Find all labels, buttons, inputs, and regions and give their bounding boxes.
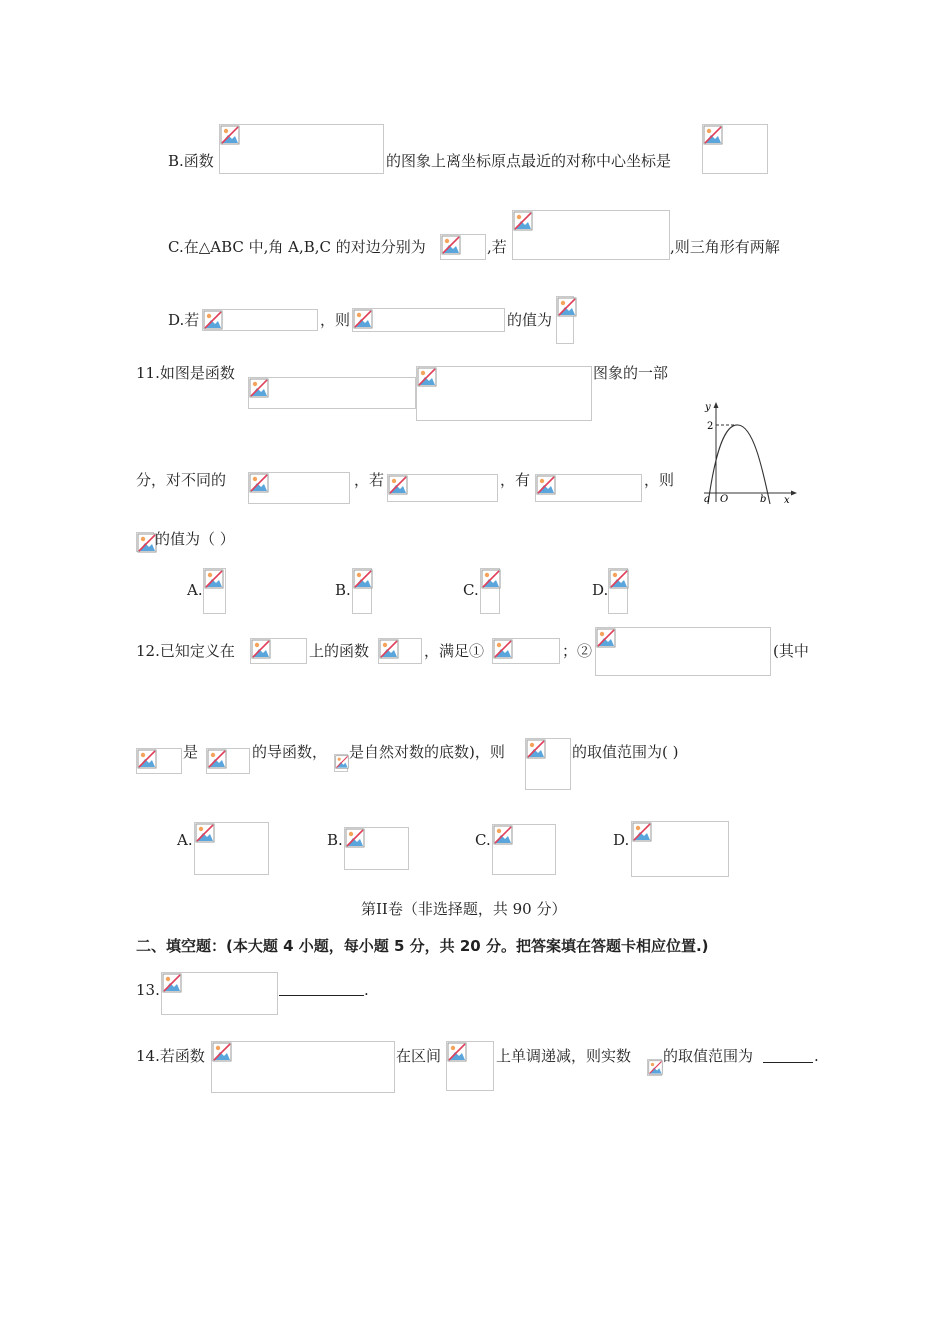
formula-image xyxy=(492,638,560,664)
q10-d-mid: ，则 xyxy=(320,311,351,329)
max-label: 2 xyxy=(707,421,714,432)
q11-line2-d: ，则 xyxy=(644,471,675,489)
q14-mid2: 上单调递减，则实数 xyxy=(496,1047,632,1065)
broken-image-icon xyxy=(609,569,629,589)
formula-image xyxy=(194,822,269,875)
q12-option-a: A. xyxy=(177,831,193,849)
formula-image xyxy=(206,748,250,774)
broken-image-icon xyxy=(513,211,533,231)
q12-mid2: ，满足① xyxy=(424,642,485,660)
q12-line2-b: 的导函数， xyxy=(252,743,328,761)
q10-c-mid: ,若 xyxy=(487,238,507,256)
q11-line3: 的值为（ ） xyxy=(155,530,235,548)
q10-b-prefix: B.函数 xyxy=(168,152,214,170)
broken-image-icon xyxy=(417,367,437,387)
y-axis-arrow xyxy=(714,402,719,408)
broken-image-icon xyxy=(557,297,577,317)
broken-image-icon xyxy=(207,749,227,769)
formula-image xyxy=(219,124,384,174)
formula-image xyxy=(480,568,500,614)
q11-line2-b: ，若 xyxy=(354,471,385,489)
q12-line2-d: 的取值范围为( ) xyxy=(572,743,679,761)
formula-image xyxy=(202,309,318,331)
formula-image xyxy=(136,532,154,552)
broken-image-icon xyxy=(212,1042,232,1062)
broken-image-icon xyxy=(493,639,513,659)
formula-image xyxy=(248,472,350,504)
formula-image xyxy=(344,827,409,870)
q10-d-prefix: D.若 xyxy=(168,311,200,329)
broken-image-icon xyxy=(335,755,349,769)
broken-image-icon xyxy=(481,569,501,589)
broken-image-icon xyxy=(379,639,399,659)
formula-image xyxy=(595,627,771,676)
q10-c-prefix: C.在△ABC 中,角 A,B,C 的对边分别为 xyxy=(168,238,426,256)
broken-image-icon xyxy=(388,475,408,495)
q14-mid3: 的取值范围为 xyxy=(663,1047,754,1065)
broken-image-icon xyxy=(441,235,461,255)
formula-image xyxy=(525,738,571,790)
q10-b-mid: 的图象上离坐标原点最近的对称中心坐标是 xyxy=(386,152,672,170)
q12-mid3: ；② xyxy=(562,642,593,660)
formula-image xyxy=(440,234,486,260)
q14-prefix: 14.若函数 xyxy=(136,1047,205,1065)
formula-image xyxy=(352,308,505,332)
o-label: O xyxy=(720,494,729,505)
formula-image xyxy=(334,754,348,772)
q12-option-c: C. xyxy=(475,831,491,849)
formula-image xyxy=(161,972,278,1015)
q12-suffix: (其中 xyxy=(773,642,809,660)
broken-image-icon xyxy=(195,823,215,843)
q12-mid1: 上的函数 xyxy=(309,642,370,660)
formula-image xyxy=(248,377,416,409)
formula-image xyxy=(492,824,556,875)
q11-line2-a: 分，对不同的 xyxy=(136,471,227,489)
formula-image xyxy=(352,568,372,614)
formula-image xyxy=(250,638,307,664)
broken-image-icon xyxy=(204,569,224,589)
q14-mid1: 在区间 xyxy=(396,1047,442,1065)
formula-image xyxy=(136,748,182,774)
q12-option-d: D. xyxy=(613,831,630,849)
formula-image xyxy=(446,1041,494,1091)
formula-image xyxy=(702,124,768,174)
formula-image xyxy=(211,1041,395,1093)
formula-image xyxy=(378,638,422,664)
formula-image xyxy=(512,210,670,260)
broken-image-icon xyxy=(353,569,373,589)
broken-image-icon xyxy=(447,1042,467,1062)
formula-image xyxy=(203,568,226,614)
broken-image-icon xyxy=(703,125,723,145)
x-axis-arrow xyxy=(791,491,797,496)
formula-image xyxy=(631,821,729,877)
q11-suffix: 图象的一部 xyxy=(593,364,669,382)
formula-image xyxy=(416,366,592,421)
broken-image-icon xyxy=(526,739,546,759)
formula-image xyxy=(556,296,574,344)
q11-option-c: C. xyxy=(463,581,479,599)
q11-line2-c: ，有 xyxy=(500,471,531,489)
broken-image-icon xyxy=(493,825,513,845)
q12-option-b: B. xyxy=(327,831,343,849)
broken-image-icon xyxy=(137,749,157,769)
answer-blank[interactable] xyxy=(279,981,364,996)
q13-suffix: . xyxy=(364,981,369,999)
a-label: a xyxy=(704,494,710,505)
broken-image-icon xyxy=(249,378,269,398)
q11-prefix: 11.如图是函数 xyxy=(136,364,235,382)
broken-image-icon xyxy=(162,973,182,993)
q12-line2-c: 是自然对数的底数)，则 xyxy=(349,743,505,761)
formula-image xyxy=(647,1059,662,1076)
broken-image-icon xyxy=(203,310,223,330)
broken-image-icon xyxy=(536,475,556,495)
function-graph xyxy=(698,396,800,508)
broken-image-icon xyxy=(632,822,652,842)
x-label: x xyxy=(784,495,790,506)
q12-line2-a: 是 xyxy=(183,743,199,761)
broken-image-icon xyxy=(220,125,240,145)
broken-image-icon xyxy=(345,828,365,848)
q11-option-a: A. xyxy=(187,581,203,599)
q10-c-suffix: ,则三角形有两解 xyxy=(670,238,780,256)
q10-d-suffix: 的值为 xyxy=(507,311,553,329)
q12-prefix: 12.已知定义在 xyxy=(136,642,235,660)
broken-image-icon xyxy=(251,639,271,659)
broken-image-icon xyxy=(648,1060,663,1075)
broken-image-icon xyxy=(249,473,269,493)
curve xyxy=(708,425,770,504)
formula-image xyxy=(608,568,628,614)
b-label: b xyxy=(760,494,767,505)
broken-image-icon xyxy=(137,533,157,553)
part2-heading: 二、填空题：(本大题 4 小题，每小题 5 分，共 20 分。把答案填在答题卡相应位置.) xyxy=(136,937,709,955)
q11-option-d: D. xyxy=(592,581,609,599)
y-label: y xyxy=(705,402,711,413)
part2-title: 第II卷（非选择题，共 90 分） xyxy=(361,900,567,918)
formula-image xyxy=(387,474,498,502)
q13-prefix: 13. xyxy=(136,981,160,999)
formula-image xyxy=(535,474,642,502)
broken-image-icon xyxy=(353,309,373,329)
answer-blank[interactable] xyxy=(763,1048,813,1063)
broken-image-icon xyxy=(596,628,616,648)
q14-suffix: . xyxy=(814,1047,819,1065)
q11-option-b: B. xyxy=(335,581,351,599)
